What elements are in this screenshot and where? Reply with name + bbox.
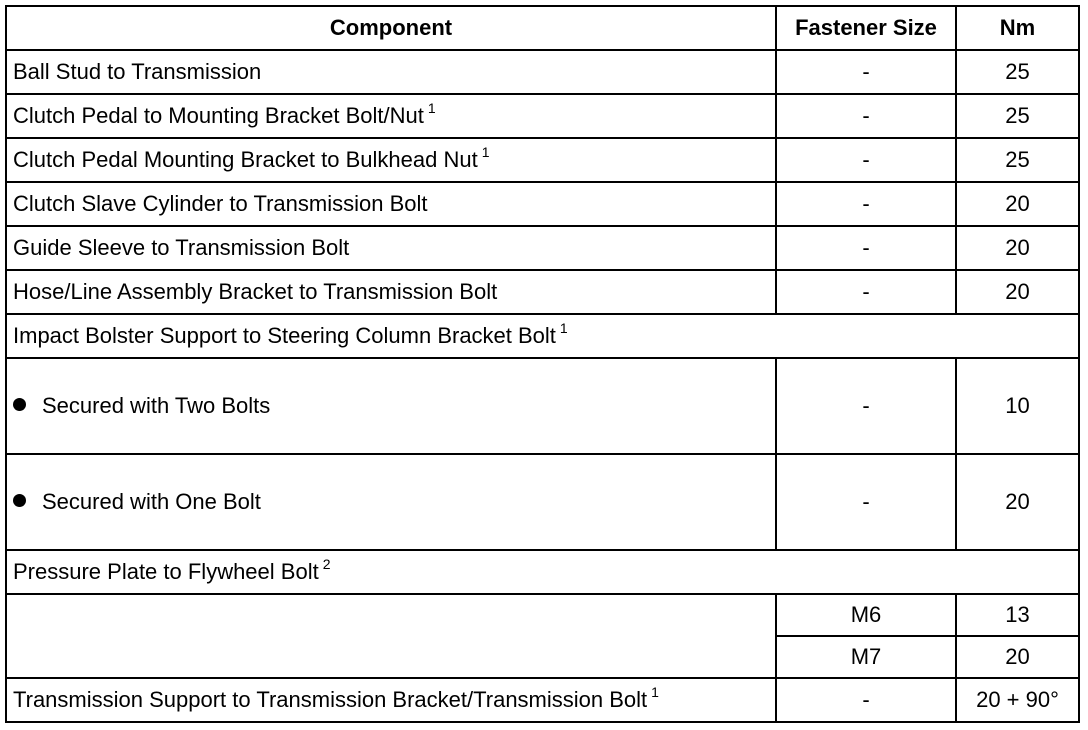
component-cell: Clutch Pedal to Mounting Bracket Bolt/Nut $^1$ bbox=[6, 94, 776, 138]
footnote-marker: 1 bbox=[427, 100, 436, 116]
component-cell: Secured with Two Bolts bbox=[6, 358, 776, 454]
size-cell: - bbox=[776, 454, 956, 550]
nm-cell: 20 bbox=[956, 226, 1079, 270]
size-cell: - bbox=[776, 50, 956, 94]
table-row bbox=[6, 454, 1079, 550]
component-cell: Secured with One Bolt bbox=[6, 454, 776, 550]
footnote-marker: 1 bbox=[481, 144, 490, 160]
component-cell: Ball Stud to Transmission bbox=[6, 50, 776, 94]
footnote-marker: 1 bbox=[559, 320, 568, 336]
table-row bbox=[6, 138, 1079, 182]
footnote-marker: 1 bbox=[651, 684, 659, 700]
component-cell: Hose/Line Assembly Bracket to Transmission Bolt bbox=[6, 270, 776, 314]
size-cell: - bbox=[776, 138, 956, 182]
size-cell: - bbox=[776, 226, 956, 270]
table-row bbox=[6, 50, 1079, 94]
size-cell: - bbox=[776, 270, 956, 314]
table-row bbox=[6, 358, 1079, 454]
table-row bbox=[6, 678, 1079, 722]
nm-cell: 10 bbox=[956, 358, 1079, 454]
empty-cell bbox=[6, 594, 776, 678]
nm-cell: 20 + 90° bbox=[956, 678, 1079, 722]
component-cell: Guide Sleeve to Transmission Bolt bbox=[6, 226, 776, 270]
nm-cell: 25 bbox=[956, 138, 1079, 182]
size-cell: - bbox=[776, 678, 956, 722]
header-row bbox=[6, 6, 1079, 50]
table-row bbox=[6, 94, 1079, 138]
header-nm: Nm bbox=[956, 6, 1079, 50]
size-cell: - bbox=[776, 182, 956, 226]
table-row bbox=[6, 594, 1079, 636]
group-header-row bbox=[6, 314, 1079, 358]
component-cell: Transmission Support to Transmission Bracket/Transmission Bolt $^1$ bbox=[6, 678, 776, 722]
size-cell: - bbox=[776, 358, 956, 454]
component-cell: Pressure Plate to Flywheel Bolt $^2$ bbox=[6, 550, 1079, 594]
bullet-icon bbox=[13, 494, 26, 507]
component-cell: Impact Bolster Support to Steering Column Bracket Bolt $^1$ bbox=[6, 314, 1079, 358]
nm-cell: 13 bbox=[956, 594, 1079, 636]
nm-cell: 20 bbox=[956, 270, 1079, 314]
nm-cell: 25 bbox=[956, 50, 1079, 94]
size-cell: M6 bbox=[776, 594, 956, 636]
component-cell: Clutch Slave Cylinder to Transmission Bolt bbox=[6, 182, 776, 226]
bullet-icon bbox=[13, 398, 26, 411]
nm-cell: 25 bbox=[956, 94, 1079, 138]
size-cell: - bbox=[776, 94, 956, 138]
table-row bbox=[6, 226, 1079, 270]
header-component: Component bbox=[6, 6, 776, 50]
table-row bbox=[6, 182, 1079, 226]
nm-cell: 20 bbox=[956, 182, 1079, 226]
size-cell: M7 bbox=[776, 636, 956, 678]
torque-spec-table bbox=[5, 5, 1080, 723]
table-row bbox=[6, 270, 1079, 314]
footnote-marker: 2 bbox=[322, 556, 331, 572]
nm-cell: 20 bbox=[956, 454, 1079, 550]
header-fastener-size: Fastener Size bbox=[776, 6, 956, 50]
nm-cell: 20 bbox=[956, 636, 1079, 678]
group-header-row bbox=[6, 550, 1079, 594]
component-cell: Clutch Pedal Mounting Bracket to Bulkhead Nut $^1$ bbox=[6, 138, 776, 182]
